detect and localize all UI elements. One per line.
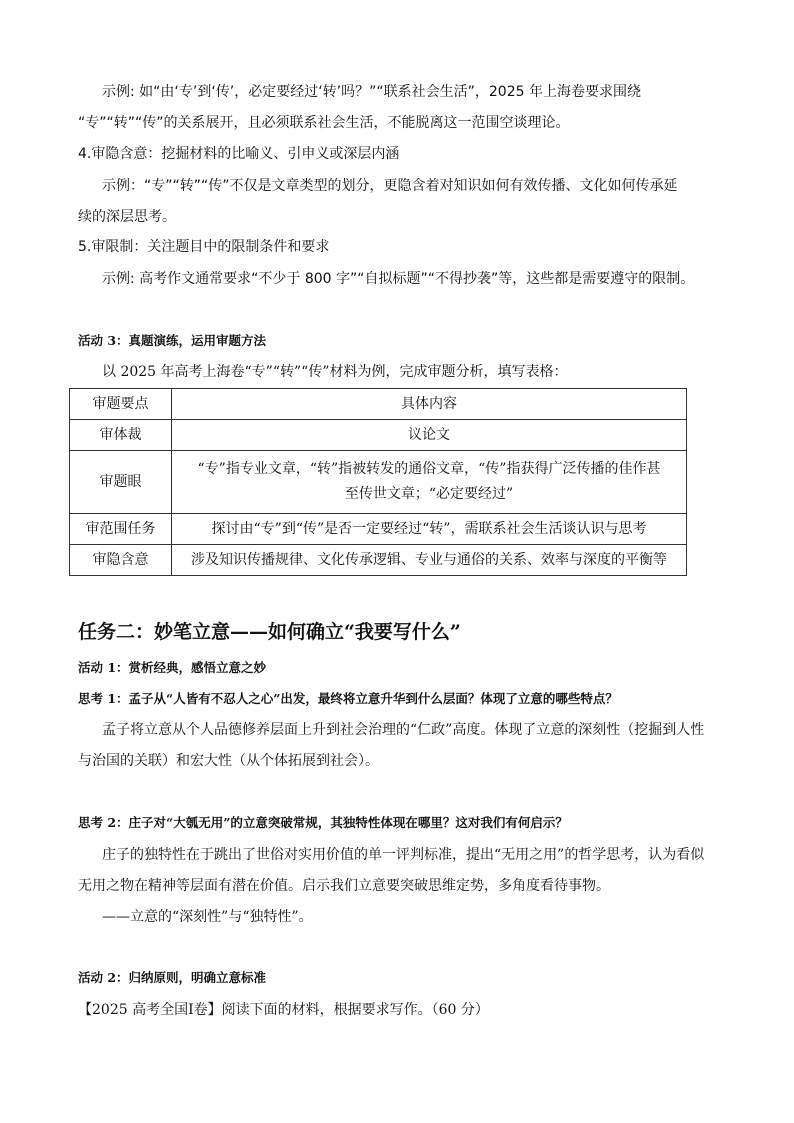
table-content-line: “专”指专业文章，“转”指被转发的通俗文章，“传”指获得广泛传播的佳作甚 <box>197 461 661 477</box>
intro-example-line-2: “专”“转”“传”的关系展开，且必须联系社会生活，不能脱离这一范围空谈理论。 <box>78 115 570 131</box>
table-header-cell: 审题要点 <box>70 389 172 420</box>
exam-prompt-line: 【2025 高考全国Ⅰ卷】阅读下面的材料，根据要求写作。（60 分） <box>78 1002 489 1018</box>
item4-example-line-1: 示例：“专”“转”“传”不仅是文章类型的划分，更隐含着对知识如何有效传播、文化如何传承延 <box>102 178 678 194</box>
table-key-cell: 审题眼 <box>70 451 172 514</box>
table-row <box>70 545 687 576</box>
table-key-cell: 审隐含意 <box>70 545 172 576</box>
task2-activity1-title: 活动 1：赏析经典，感悟立意之妙 <box>78 660 267 675</box>
task2-question-2: 思考 2：庄子对“大瓠无用”的立意突破常规，其独特性体现在哪里？这对我们有何启示？ <box>78 815 568 830</box>
table-key-cell: 审体裁 <box>70 420 172 451</box>
task2-answer-2-line-2: 无用之物在精神等层面有潜在价值。启示我们立意要突破思维定势，多角度看待事物。 <box>78 878 610 894</box>
table-header-cell: 具体内容 <box>172 389 687 420</box>
table-content-line: 至传世文章；“必定要经过” <box>344 486 514 502</box>
table-key-cell: 审范围任务 <box>70 514 172 545</box>
table-content-cell: 探讨由“专”到“传”是否一定要经过“转”，需联系社会生活谈认识与思考 <box>172 514 687 545</box>
task2-answer-2-line-1: 庄子的独特性在于跳出了世俗对实用价值的单一评判标准，提出“无用之用”的哲学思考，认为看似 <box>102 847 705 863</box>
task2-answer-1-line-2: 与治国的关联）和宏大性（从个体拓展到社会）。 <box>78 753 379 769</box>
table-row <box>70 451 687 514</box>
item4-example-line-2: 续的深层思考。 <box>78 209 176 225</box>
item4-title: 4.审隐含意：挖掘材料的比喻义、引申义或深层内涵 <box>78 146 400 162</box>
intro-example-line-1: 示例: 如“由‘专’到‘传’，必定要经过‘转’吗？”“联系社会生活”，2025 年上海卷要求围绕 <box>102 84 641 100</box>
table-row <box>70 420 687 451</box>
task2-heading: 任务二：妙笔立意——如何确立“我要写什么” <box>78 621 461 643</box>
activity3-intro: 以 2025 年高考上海卷“专”“转”“传”材料为例，完成审题分析，填写表格： <box>102 364 568 380</box>
task2-activity2-title: 活动 2：归纳原则，明确立意标准 <box>78 970 267 985</box>
task2-answer-2-line-3: ——立意的“深刻性”与“独特性”。 <box>102 909 313 925</box>
task2-answer-1-line-1: 孟子将立意从个人品德修养层面上升到社会治理的“仁政”高度。体现了立意的深刻性（挖掘到人性 <box>102 722 705 738</box>
table-content-cell: 涉及知识传播规律、文化传承逻辑、专业与通俗的关系、效率与深度的平衡等 <box>172 545 687 576</box>
review-analysis-table <box>69 388 687 576</box>
item5-title: 5.审限制：关注题目中的限制条件和要求 <box>78 239 330 255</box>
table-header-row <box>70 389 687 420</box>
activity3-title: 活动 3：真题演练，运用审题方法 <box>78 333 267 348</box>
table-row <box>70 514 687 545</box>
task2-question-1: 思考 1：孟子从“人皆有不忍人之心”出发，最终将立意升华到什么层面？体现了立意的哪些特点？ <box>78 691 618 706</box>
table-content-cell: 议论文 <box>172 420 687 451</box>
table-content-cell <box>172 451 687 514</box>
item5-example: 示例: 高考作文通常要求“不少于 800 字”“自拟标题”“不得抄袭”等，这些都是需要遵守的限制。 <box>102 271 695 287</box>
